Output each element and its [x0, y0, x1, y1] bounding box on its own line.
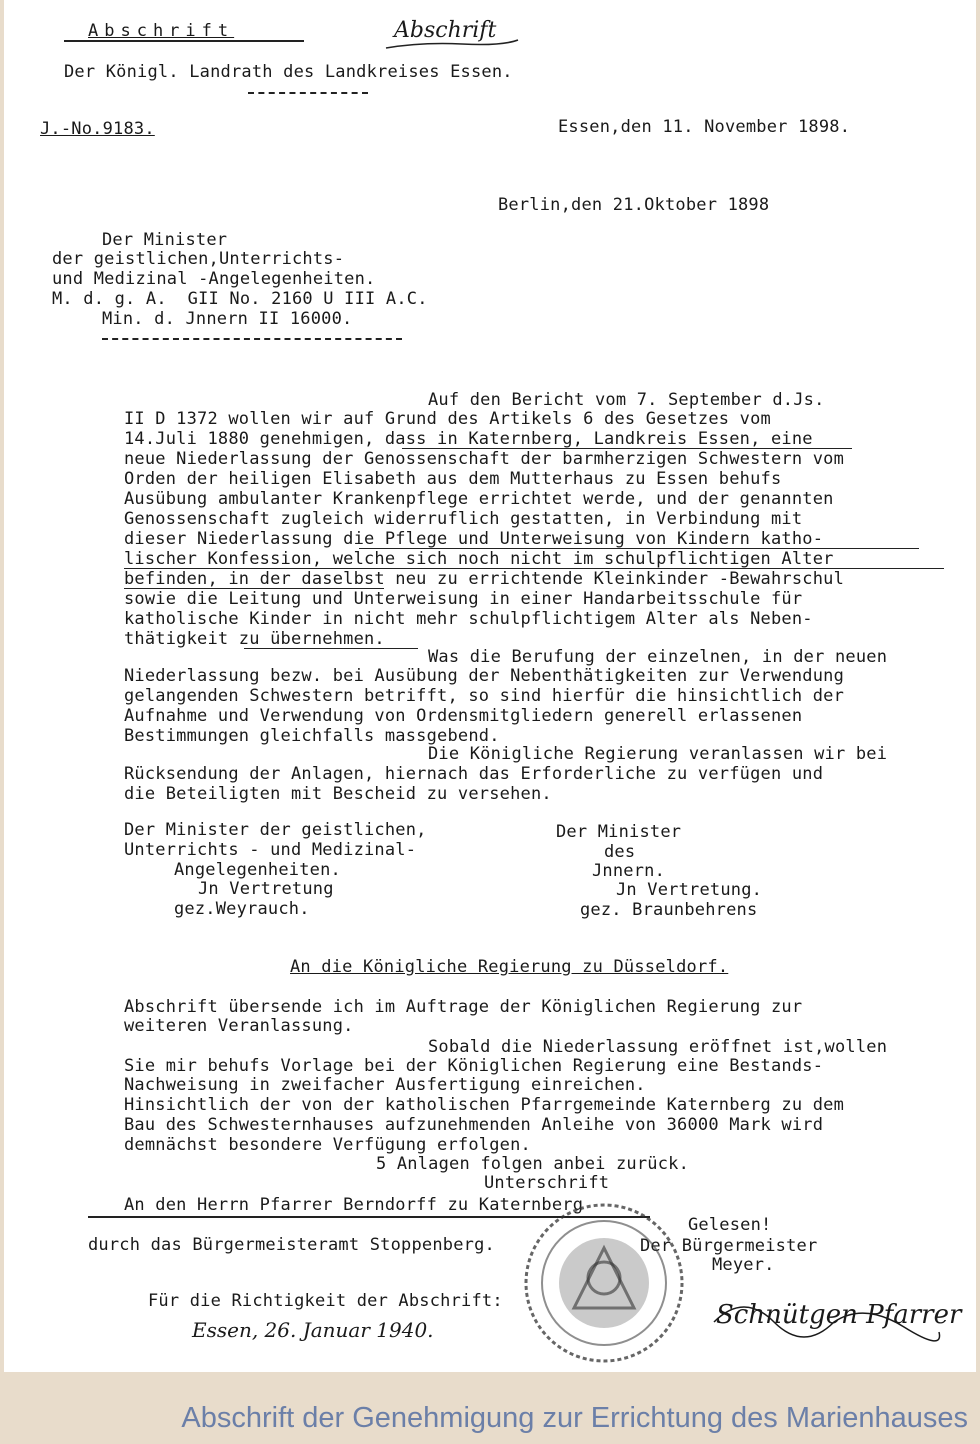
sender-line: M. d. g. A. GII No. 2160 U III A.C.	[52, 289, 428, 309]
authority-rule	[248, 92, 368, 94]
emphasis-underline	[359, 548, 919, 549]
forward-line: Bau des Schwesternhauses aufzunehmenden Anleihe von 36000 Mark wird	[124, 1115, 824, 1135]
handwritten-title: Abschrift	[394, 18, 497, 43]
read-line: Der Bürgermeister	[640, 1236, 818, 1256]
signature-line: Angelegenheiten.	[174, 860, 341, 880]
body-line: thätigkeit zu übernehmen.	[124, 629, 385, 649]
recipient-line: An den Herrn Pfarrer Berndorff zu Katernberg	[124, 1195, 584, 1215]
via-line: durch das Bürgermeisteramt Stoppenberg.	[88, 1235, 495, 1255]
body-line: katholische Kinder in nicht mehr schulpflichtigem Alter als Neben-	[124, 609, 813, 629]
sender-line: der geistlichen,Unterrichts-	[52, 249, 345, 269]
forward-line: demnächst besondere Verfügung erfolgen.	[124, 1135, 531, 1155]
signature-line: Der Minister	[556, 822, 682, 842]
body-line: Was die Berufung der einzelnen, in der neuen	[428, 647, 888, 667]
emphasis-underline	[402, 448, 852, 449]
forward-line: Sie mir behufs Vorlage bei der Königlichen Regierung eine Bestands-	[124, 1056, 824, 1076]
pastor-signature: Schnütgen Pfarrer	[716, 1300, 962, 1330]
page-caption: Abschrift der Genehmigung zur Errichtung des Marienhauses	[0, 1372, 980, 1444]
signature-line: gez.Weyrauch.	[174, 899, 310, 919]
emphasis-underline	[124, 588, 384, 589]
body-line: Ausübung ambulanter Krankenpflege errichtet werde, und der genannten	[124, 489, 834, 509]
signature-line: Jn Vertretung.	[616, 880, 763, 900]
signature-line: Jnnern.	[592, 861, 666, 881]
body-line: dieser Niederlassung die Pflege und Unterweisung von Kindern katho-	[124, 529, 824, 549]
handwritten-underline	[382, 14, 522, 54]
body-line: II D 1372 wollen wir auf Grund des Artikels 6 des Gesetzes vom	[124, 409, 771, 429]
forward-line: 5 Anlagen folgen anbei zurück.	[376, 1154, 690, 1174]
body-line: die Beteiligten mit Bescheid zu versehen.	[124, 784, 552, 804]
official-seal	[514, 1198, 694, 1368]
body-line: Niederlassung bezw. bei Ausübung der Nebenthätigkeiten zur Verwendung	[124, 666, 845, 686]
body-line: Orden der heiligen Elisabeth aus dem Mutterhaus zu Essen behufs	[124, 469, 782, 489]
header-date: Essen,den 11. November 1898.	[558, 117, 851, 137]
document-page	[4, 0, 976, 1372]
letter-date: Berlin,den 21.Oktober 1898	[498, 195, 770, 215]
forward-addressee: An die Königliche Regierung zu Düsseldorf.	[290, 957, 729, 977]
forward-line: Sobald die Niederlassung eröffnet ist,wollen	[428, 1037, 888, 1057]
sender-line: Min. d. Jnnern II 16000.	[102, 309, 353, 329]
document-title: Abschrift	[88, 21, 235, 41]
body-line: Die Königliche Regierung veranlassen wir bei	[428, 744, 888, 764]
body-line: Auf den Bericht vom 7. September d.Js.	[428, 390, 825, 410]
forward-line: Abschrift übersende ich im Auftrage der Königlichen Regierung zur	[124, 997, 803, 1017]
sender-line: Der Minister	[102, 230, 228, 250]
forward-line: Unterschrift	[484, 1173, 610, 1193]
signature-flourish	[704, 1282, 944, 1362]
title-rule	[64, 40, 304, 42]
body-line: Bestimmungen gleichfalls massgebend.	[124, 726, 500, 746]
sender-line: und Medizinal -Angelegenheiten.	[52, 269, 376, 289]
forward-line: Hinsichtlich der von der katholischen Pfarrgemeinde Katernberg zu dem	[124, 1095, 845, 1115]
body-line: gelangenden Schwestern betrifft, so sind hierfür die hinsichtlich der	[124, 686, 845, 706]
journal-number: J.-No.9183.	[40, 119, 155, 139]
body-line: befinden, in der daselbst neu zu errichtende Kleinkinder -Bewahrschul	[124, 569, 845, 589]
body-line: Rücksendung der Anlagen, hiernach das Erforderliche zu verfügen und	[124, 764, 824, 784]
emphasis-underline	[124, 568, 944, 569]
signature-line: Unterrichts - und Medizinal-	[124, 840, 417, 860]
body-line: neue Niederlassung der Genossenschaft der barmherzigen Schwestern vom	[124, 449, 845, 469]
sender-rule	[102, 338, 402, 340]
body-line: lischer Konfession, welche sich noch nicht im schulpflichtigen Alter	[124, 549, 834, 569]
handwritten-date: Essen, 26. Januar 1940.	[192, 1318, 434, 1342]
body-line: 14.Juli 1880 genehmigen, dass in Katernberg, Landkreis Essen, eine	[124, 429, 813, 449]
signature-line: Jn Vertretung	[198, 879, 334, 899]
authority-line: Der Königl. Landrath des Landkreises Essen.	[64, 62, 513, 82]
body-line: sowie die Leitung und Unterweisung in einer Handarbeitsschule für	[124, 589, 803, 609]
signature-line: Der Minister der geistlichen,	[124, 820, 427, 840]
read-line: Meyer.	[712, 1255, 775, 1275]
signature-line: gez. Braunbehrens	[580, 900, 758, 920]
body-line: Aufnahme und Verwendung von Ordensmitgliedern generell erlassenen	[124, 706, 803, 726]
signature-line: des	[604, 842, 636, 862]
certification-text: Für die Richtigkeit der Abschrift:	[148, 1291, 503, 1311]
read-line: Gelesen!	[688, 1215, 772, 1235]
body-line: Genossenschaft zugleich widerruflich gestatten, in Verbindung mit	[124, 509, 803, 529]
forward-line: weiteren Veranlassung.	[124, 1016, 354, 1036]
forward-line: Nachweisung in zweifacher Ausfertigung einreichen.	[124, 1075, 646, 1095]
emphasis-underline	[244, 648, 418, 649]
